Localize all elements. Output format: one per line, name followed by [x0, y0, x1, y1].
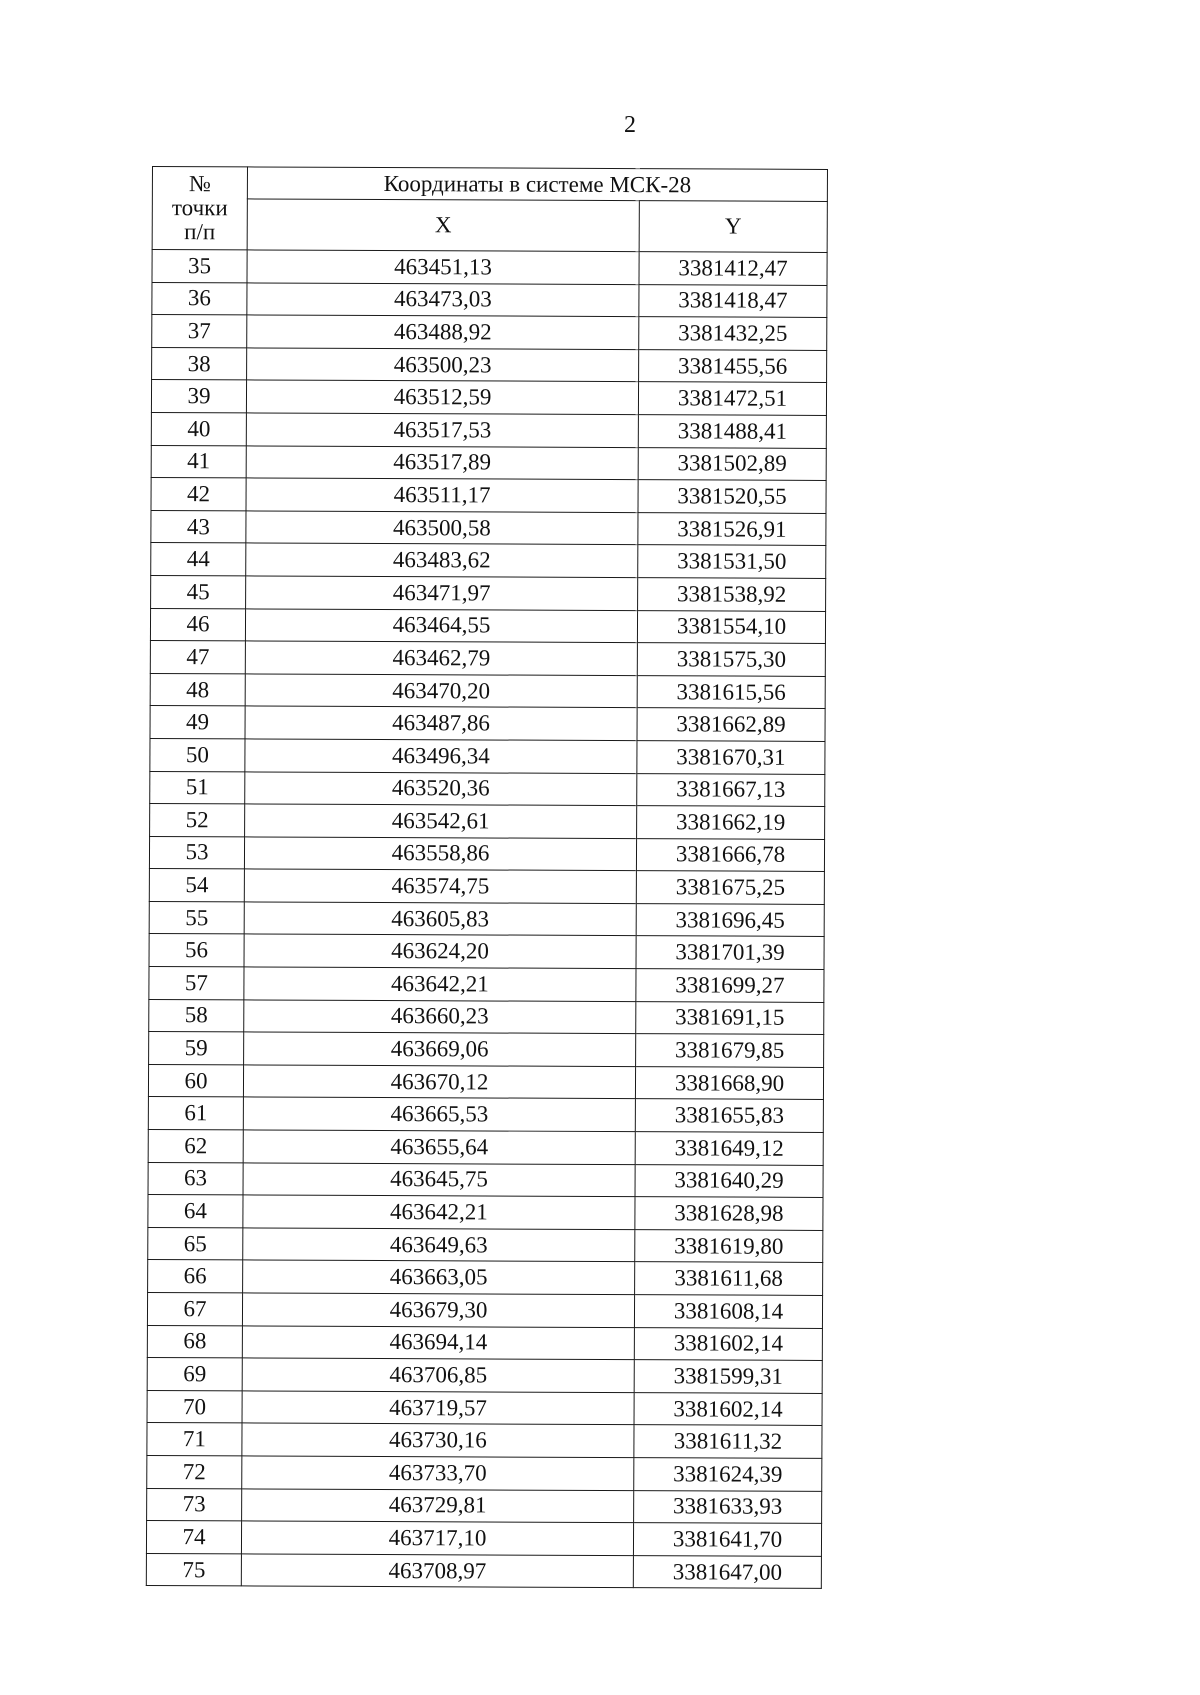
point-number-cell: 47 [150, 641, 245, 674]
x-coordinate-cell: 463574,75 [244, 869, 636, 903]
y-coordinate-cell: 3381599,31 [634, 1360, 822, 1393]
table-row [148, 1064, 823, 1100]
x-coordinate-cell: 463542,61 [245, 804, 637, 838]
table-row [148, 1260, 823, 1296]
point-number-cell: 39 [151, 380, 246, 413]
y-coordinate-cell: 3381670,31 [637, 741, 825, 774]
table-row [149, 869, 824, 905]
table-row [147, 1292, 822, 1328]
x-coordinate-cell: 463670,12 [243, 1065, 635, 1099]
y-coordinate-cell: 3381575,30 [637, 643, 825, 676]
x-coordinate-cell: 463708,97 [241, 1554, 633, 1588]
point-number-cell: 44 [151, 543, 246, 576]
point-number-cell: 75 [146, 1553, 241, 1586]
y-coordinate-cell: 3381412,47 [639, 252, 827, 285]
x-coordinate-cell: 463464,55 [245, 608, 637, 642]
y-coordinate-cell: 3381520,55 [638, 480, 826, 513]
y-coordinate-cell: 3381668,90 [635, 1066, 823, 1099]
table-row [149, 1032, 824, 1068]
point-number-cell: 42 [151, 478, 246, 511]
table-row [148, 1130, 823, 1166]
x-coordinate-cell: 463558,86 [244, 837, 636, 871]
x-coordinate-cell: 463483,62 [246, 543, 638, 577]
x-coordinate-cell: 463500,23 [247, 348, 639, 382]
x-coordinate-cell: 463517,53 [246, 413, 638, 447]
point-number-cell: 60 [148, 1064, 243, 1097]
x-coordinate-cell: 463496,34 [245, 739, 637, 773]
table-row [149, 836, 824, 872]
point-number-cell: 62 [148, 1130, 243, 1163]
point-number-cell: 58 [149, 999, 244, 1032]
table-row [150, 641, 825, 677]
table-row [150, 608, 825, 644]
x-coordinate-cell: 463729,81 [242, 1488, 634, 1522]
point-number-cell: 68 [147, 1325, 242, 1358]
x-coordinate-cell: 463462,79 [245, 641, 637, 675]
x-coordinate-cell: 463520,36 [245, 771, 637, 805]
point-number-cell: 61 [148, 1097, 243, 1130]
x-coordinate-cell: 463655,64 [243, 1130, 635, 1164]
y-coordinate-cell: 3381691,15 [636, 1001, 824, 1034]
point-number-cell: 63 [148, 1162, 243, 1195]
x-coordinate-cell: 463645,75 [243, 1163, 635, 1197]
x-coordinate-cell: 463500,58 [246, 511, 638, 545]
x-coordinate-cell: 463517,89 [246, 445, 638, 479]
x-coordinate-cell: 463642,21 [243, 1195, 635, 1229]
table-row [151, 478, 826, 514]
y-coordinate-cell: 3381611,68 [635, 1262, 823, 1295]
point-number-cell: 55 [149, 901, 244, 934]
x-coordinate-cell: 463717,10 [241, 1521, 633, 1555]
y-coordinate-cell: 3381655,83 [635, 1099, 823, 1132]
table-row [147, 1455, 822, 1491]
x-column-header: X [247, 199, 639, 252]
x-coordinate-cell: 463488,92 [247, 315, 639, 349]
point-number-cell: 35 [152, 250, 247, 283]
point-number-cell: 74 [146, 1521, 241, 1554]
y-coordinate-cell: 3381472,51 [638, 382, 826, 415]
table-row [147, 1390, 822, 1426]
y-coordinate-cell: 3381699,27 [636, 969, 824, 1002]
point-number-cell: 71 [147, 1423, 242, 1456]
y-column-header: Y [639, 201, 827, 253]
y-coordinate-cell: 3381619,80 [635, 1229, 823, 1262]
point-number-cell: 37 [152, 315, 247, 348]
y-coordinate-cell: 3381602,14 [634, 1327, 822, 1360]
x-coordinate-cell: 463451,13 [247, 250, 639, 284]
table-row [152, 250, 827, 286]
point-number-cell: 72 [147, 1455, 242, 1488]
y-coordinate-cell: 3381662,19 [637, 806, 825, 839]
point-number-cell: 59 [149, 1032, 244, 1065]
table-row [149, 967, 824, 1003]
y-coordinate-cell: 3381615,56 [637, 675, 825, 708]
table-row [152, 315, 827, 351]
table-row [148, 1227, 823, 1263]
table-header [152, 167, 827, 253]
point-number-cell: 66 [148, 1260, 243, 1293]
y-coordinate-cell: 3381640,29 [635, 1164, 823, 1197]
point-number-cell: 70 [147, 1390, 242, 1423]
point-number-cell: 56 [149, 934, 244, 967]
point-number-cell: 53 [149, 836, 244, 869]
x-coordinate-cell: 463470,20 [245, 674, 637, 708]
table-row [150, 804, 825, 840]
coordinates-table [146, 166, 828, 1589]
table-row [148, 1162, 823, 1198]
y-coordinate-cell: 3381701,39 [636, 936, 824, 969]
y-coordinate-cell: 3381679,85 [636, 1034, 824, 1067]
point-number-cell: 48 [150, 673, 245, 706]
y-coordinate-cell: 3381531,50 [638, 545, 826, 578]
table-row [146, 1553, 821, 1589]
table-row [151, 380, 826, 416]
x-coordinate-cell: 463679,30 [242, 1293, 634, 1327]
x-coordinate-cell: 463649,63 [243, 1228, 635, 1262]
table-row [151, 575, 826, 611]
point-number-cell: 46 [150, 608, 245, 641]
table-row [149, 999, 824, 1035]
point-number-header [152, 167, 247, 250]
y-coordinate-cell: 3381538,92 [638, 578, 826, 611]
y-coordinate-cell: 3381667,13 [637, 773, 825, 806]
table-row [148, 1097, 823, 1133]
y-coordinate-cell: 3381641,70 [633, 1523, 821, 1556]
table-row [152, 282, 827, 318]
y-coordinate-cell: 3381666,78 [636, 838, 824, 871]
x-coordinate-cell: 463471,97 [246, 576, 638, 610]
point-number-cell: 40 [151, 412, 246, 445]
y-coordinate-cell: 3381554,10 [637, 610, 825, 643]
point-number-cell: 64 [148, 1195, 243, 1228]
table-row [151, 510, 826, 546]
y-coordinate-cell: 3381418,47 [639, 284, 827, 317]
y-coordinate-cell: 3381526,91 [638, 512, 826, 545]
y-coordinate-cell: 3381649,12 [635, 1132, 823, 1165]
table-row [147, 1325, 822, 1361]
table-row [150, 738, 825, 774]
point-number-header-line2: точки [171, 195, 228, 221]
x-coordinate-cell: 463624,20 [244, 934, 636, 968]
point-number-cell: 54 [149, 869, 244, 902]
table-row [150, 673, 825, 709]
table-row [151, 412, 826, 448]
table-row [149, 901, 824, 937]
y-coordinate-cell: 3381455,56 [639, 349, 827, 382]
x-coordinate-cell: 463706,85 [242, 1358, 634, 1392]
y-coordinate-cell: 3381628,98 [635, 1197, 823, 1230]
table-row [150, 706, 825, 742]
point-number-cell: 52 [150, 804, 245, 837]
x-coordinate-cell: 463694,14 [242, 1325, 634, 1359]
table-row [149, 934, 824, 970]
y-coordinate-cell: 3381502,89 [638, 447, 826, 480]
y-coordinate-cell: 3381647,00 [633, 1555, 821, 1588]
point-number-cell: 73 [147, 1488, 242, 1521]
table-row [150, 771, 825, 807]
y-coordinate-cell: 3381662,89 [637, 708, 825, 741]
table-row [146, 1521, 821, 1557]
x-coordinate-cell: 463669,06 [244, 1032, 636, 1066]
y-coordinate-cell: 3381432,25 [639, 317, 827, 350]
point-number-cell: 50 [150, 738, 245, 771]
x-coordinate-cell: 463511,17 [246, 478, 638, 512]
x-coordinate-cell: 463642,21 [244, 967, 636, 1001]
y-coordinate-cell: 3381624,39 [634, 1458, 822, 1491]
y-coordinate-cell: 3381611,32 [634, 1425, 822, 1458]
y-coordinate-cell: 3381675,25 [636, 871, 824, 904]
point-number-cell: 69 [147, 1358, 242, 1391]
y-coordinate-cell: 3381696,45 [636, 903, 824, 936]
x-coordinate-cell: 463605,83 [244, 902, 636, 936]
coordinate-system-header: Координаты в системе МСК-28 [247, 167, 827, 202]
table-row [152, 347, 827, 383]
y-coordinate-cell: 3381488,41 [638, 415, 826, 448]
table-row [147, 1358, 822, 1394]
point-number-cell: 38 [152, 347, 247, 380]
table-row [148, 1195, 823, 1231]
y-coordinate-cell: 3381633,93 [634, 1490, 822, 1523]
x-coordinate-cell: 463512,59 [246, 380, 638, 414]
point-number-header-line1: № [188, 171, 211, 197]
x-coordinate-cell: 463730,16 [242, 1423, 634, 1457]
x-coordinate-cell: 463660,23 [244, 1000, 636, 1034]
table-row [151, 543, 826, 579]
x-coordinate-cell: 463719,57 [242, 1391, 634, 1425]
point-number-cell: 41 [151, 445, 246, 478]
table-body [146, 250, 827, 1589]
y-coordinate-cell: 3381602,14 [634, 1392, 822, 1425]
y-coordinate-cell: 3381608,14 [634, 1295, 822, 1328]
point-number-cell: 65 [148, 1227, 243, 1260]
point-number-cell: 43 [151, 510, 246, 543]
point-number-cell: 49 [150, 706, 245, 739]
x-coordinate-cell: 463487,86 [245, 706, 637, 740]
x-coordinate-cell: 463473,03 [247, 283, 639, 317]
point-number-cell: 57 [149, 967, 244, 1000]
table-row [147, 1423, 822, 1459]
x-coordinate-cell: 463663,05 [243, 1260, 635, 1294]
point-number-cell: 45 [151, 575, 246, 608]
point-number-cell: 51 [150, 771, 245, 804]
x-coordinate-cell: 463665,53 [243, 1097, 635, 1131]
table-row [151, 445, 826, 481]
point-number-header-line3: п/п [184, 219, 216, 245]
page-number: 2 [624, 112, 636, 138]
x-coordinate-cell: 463733,70 [242, 1456, 634, 1490]
point-number-cell: 36 [152, 282, 247, 315]
table-row [147, 1488, 822, 1524]
point-number-cell: 67 [147, 1292, 242, 1325]
